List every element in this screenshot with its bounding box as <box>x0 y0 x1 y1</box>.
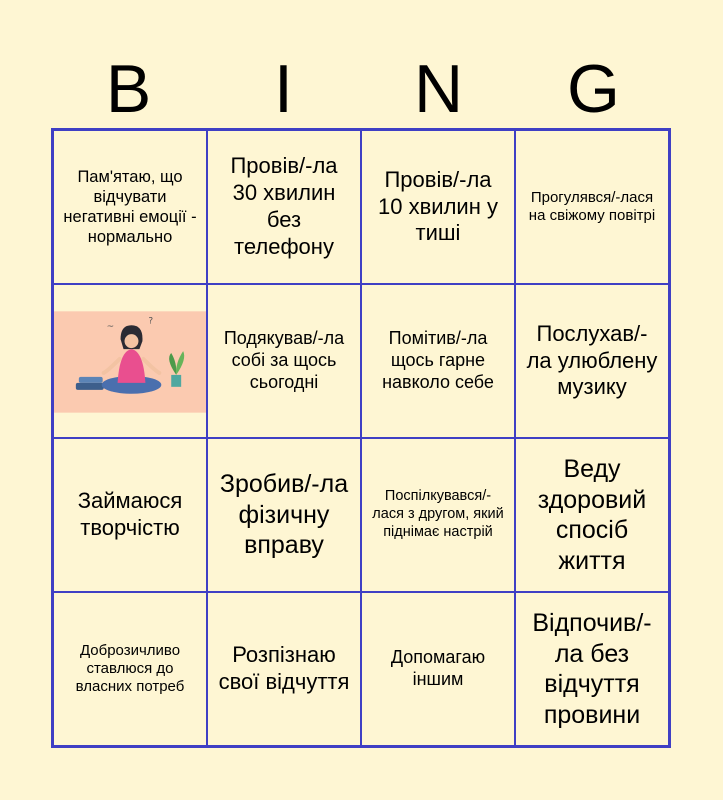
bingo-cell[interactable] <box>361 130 515 284</box>
bingo-cell[interactable] <box>361 592 515 746</box>
bingo-cell[interactable] <box>53 130 207 284</box>
bingo-cell[interactable] <box>53 438 207 592</box>
cell-text: Послухав/-ла улюблену музику <box>526 320 658 400</box>
cell-text: Помітив/-ла щось гарне навколо себе <box>382 328 494 392</box>
header-letter-n: N <box>413 51 464 127</box>
cell-text: Подякував/-ла собі за щось сьогодні <box>223 328 345 392</box>
cell-text: Поспілкувався/-лася з другом, який піднімає настрій <box>372 488 504 540</box>
bingo-cell[interactable] <box>207 130 361 284</box>
bingo-header <box>51 50 671 128</box>
bingo-cell[interactable] <box>207 438 361 592</box>
meditating-woman-illustration <box>54 285 206 438</box>
cell-text: Займаюся творчістю <box>77 488 183 540</box>
bingo-cell[interactable] <box>207 592 361 746</box>
cell-text: Провів/-ла 30 хвилин без телефону <box>230 153 338 259</box>
bingo-cell[interactable] <box>515 438 669 592</box>
header-letter-i: I <box>274 51 293 127</box>
bingo-cell[interactable] <box>515 284 669 438</box>
cell-text: Провів/-ла 10 хвилин у тиші <box>378 166 498 246</box>
bingo-cell[interactable] <box>361 284 515 438</box>
bingo-cell[interactable] <box>515 130 669 284</box>
header-letter-g: G <box>567 51 620 127</box>
cell-text: Відпочив/-ла без відчуття провини <box>532 609 652 729</box>
svg-text:~: ~ <box>106 321 115 332</box>
cell-text: Веду здоровий спосіб життя <box>537 455 647 575</box>
bingo-cell[interactable] <box>361 438 515 592</box>
bingo-cell[interactable] <box>207 284 361 438</box>
bingo-cell[interactable] <box>515 592 669 746</box>
header-letter-b: B <box>105 51 152 127</box>
cell-text: Розпізнаю свої відчуття <box>218 642 350 694</box>
bingo-cell-free-space[interactable] <box>53 284 207 438</box>
cell-text: Допомагаю іншим <box>390 647 486 689</box>
cell-text: Прогулявся/-лася на свіжому повітрі <box>528 188 656 224</box>
svg-text:?: ? <box>148 315 154 326</box>
cell-text: Доброзичливо ставлюся до власних потреб <box>75 641 185 696</box>
bingo-card <box>51 128 671 748</box>
cell-text: Пам'ятаю, що відчувати негативні емоції - нормально <box>63 167 197 247</box>
cell-text: Зробив/-ла фізичну вправу <box>219 470 349 560</box>
bingo-cell[interactable] <box>53 592 207 746</box>
